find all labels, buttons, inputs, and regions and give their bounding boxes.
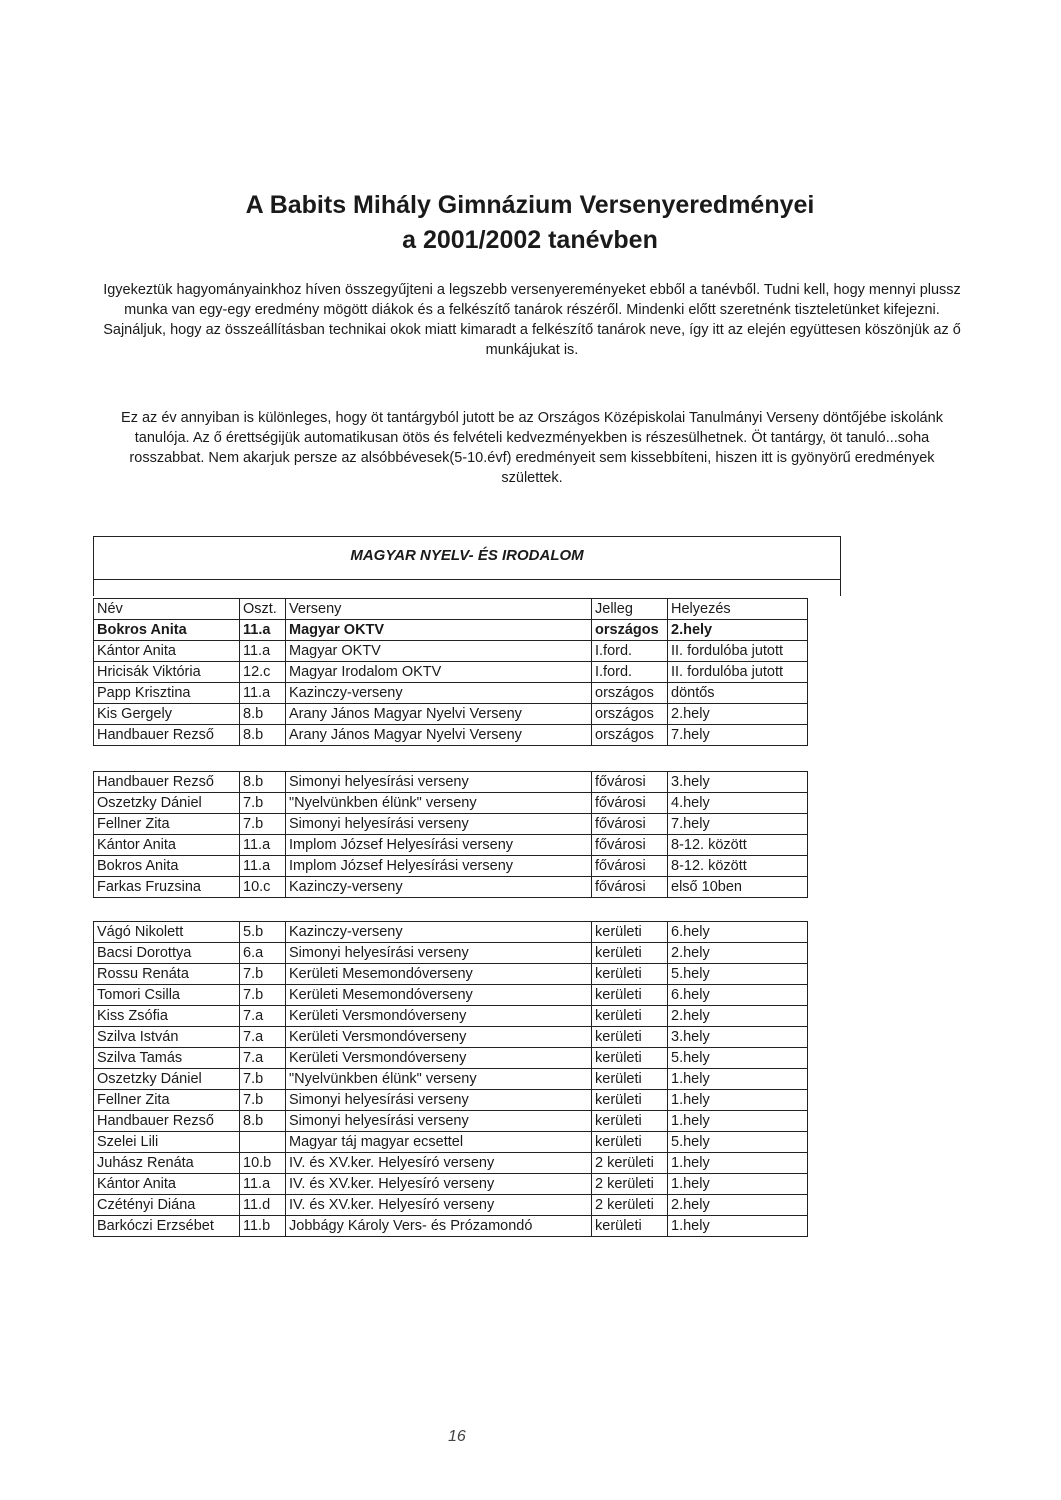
name-cell: Bacsi Dorottya: [94, 943, 240, 964]
table-row: [94, 683, 808, 704]
level-cell: kerületi: [592, 943, 668, 964]
class-cell: 11.a: [240, 1174, 286, 1195]
class-cell: 11.a: [240, 683, 286, 704]
class-cell: 11.b: [240, 1216, 286, 1237]
level-cell: kerületi: [592, 1048, 668, 1069]
table-row: [94, 1216, 808, 1237]
level-cell: kerületi: [592, 1069, 668, 1090]
class-cell: 7.b: [240, 814, 286, 835]
class-cell: 11.d: [240, 1195, 286, 1216]
name-cell: Fellner Zita: [94, 1090, 240, 1111]
name-cell: Szilva István: [94, 1027, 240, 1048]
class-cell: 6.a: [240, 943, 286, 964]
level-cell: kerületi: [592, 964, 668, 985]
table-row: [94, 1027, 808, 1048]
competition-cell: Kerületi Mesemondóverseny: [286, 964, 592, 985]
name-cell: Oszetzky Dániel: [94, 1069, 240, 1090]
level-cell: I.ford.: [592, 641, 668, 662]
section-title: MAGYAR NYELV- ÉS IRODALOM: [350, 547, 584, 564]
placement-cell: 8-12. között: [668, 856, 808, 877]
placement-cell: II. fordulóba jutott: [668, 641, 808, 662]
name-cell: Handbauer Rezső: [94, 772, 240, 793]
placement-cell: II. fordulóba jutott: [668, 662, 808, 683]
class-cell: 8.b: [240, 772, 286, 793]
name-cell: Czétényi Diána: [94, 1195, 240, 1216]
placement-cell: 1.hely: [668, 1111, 808, 1132]
placement-cell: 2.hely: [668, 943, 808, 964]
name-cell: Juhász Renáta: [94, 1153, 240, 1174]
table-row: [94, 1069, 808, 1090]
placement-cell: 6.hely: [668, 985, 808, 1006]
competition-cell: IV. és XV.ker. Helyesíró verseny: [286, 1174, 592, 1195]
class-cell: 11.a: [240, 835, 286, 856]
table-row: [94, 1090, 808, 1111]
placement-cell: 5.hely: [668, 1132, 808, 1153]
competition-cell: Magyar táj magyar ecsettel: [286, 1132, 592, 1153]
table-row: [94, 641, 808, 662]
class-cell: 10.c: [240, 877, 286, 898]
competition-cell: Kazinczy-verseny: [286, 922, 592, 943]
table-row: [94, 814, 808, 835]
table-row: [94, 985, 808, 1006]
placement-cell: 7.hely: [668, 725, 808, 746]
competition-cell: Kerületi Versmondóverseny: [286, 1027, 592, 1048]
competition-cell: Kazinczy-verseny: [286, 877, 592, 898]
class-cell: 11.a: [240, 856, 286, 877]
class-cell: 7.b: [240, 793, 286, 814]
table-row: [94, 835, 808, 856]
competition-cell: Kerületi Versmondóverseny: [286, 1048, 592, 1069]
class-cell: 7.a: [240, 1048, 286, 1069]
table-row: [94, 964, 808, 985]
name-cell: Szelei Lili: [94, 1132, 240, 1153]
level-cell: országos: [592, 620, 668, 641]
competition-cell: Implom József Helyesírási verseny: [286, 835, 592, 856]
competition-cell: Simonyi helyesírási verseny: [286, 814, 592, 835]
class-cell: 8.b: [240, 704, 286, 725]
class-cell: Oszt.: [240, 599, 286, 620]
class-cell: 10.b: [240, 1153, 286, 1174]
class-cell: 8.b: [240, 1111, 286, 1132]
class-cell: 7.b: [240, 1090, 286, 1111]
table-row: [94, 1174, 808, 1195]
name-cell: Kis Gergely: [94, 704, 240, 725]
name-cell: Fellner Zita: [94, 814, 240, 835]
competition-cell: IV. és XV.ker. Helyesíró verseny: [286, 1153, 592, 1174]
section-divider: [94, 579, 840, 580]
level-cell: fővárosi: [592, 856, 668, 877]
level-cell: fővárosi: [592, 772, 668, 793]
table-row: [94, 725, 808, 746]
level-cell: fővárosi: [592, 835, 668, 856]
level-cell: fővárosi: [592, 814, 668, 835]
class-cell: 11.a: [240, 620, 286, 641]
level-cell: országos: [592, 704, 668, 725]
name-cell: Vágó Nikolett: [94, 922, 240, 943]
class-cell: 7.b: [240, 1069, 286, 1090]
name-cell: Kántor Anita: [94, 1174, 240, 1195]
name-cell: Kántor Anita: [94, 641, 240, 662]
name-cell: Kántor Anita: [94, 835, 240, 856]
placement-cell: 7.hely: [668, 814, 808, 835]
table-row: [94, 662, 808, 683]
second-paragraph: Ez az év annyiban is különleges, hogy öt tantárgyból jutott be az Országos Középiskolai Tanulmányi Verseny döntőjébe iskolánk tanulója. Az ő érettségijük automatikusan ötös és felvételi kedvezményekben is részesülhetnek. Öt tantárgy, öt tanuló...soha rosszabbat. Nem akarjuk persze az alsóbbévesek(5-10.évf) eredményeit sem kissebbíteni, hiszen itt is gyönyörű eredmények születtek.: [121, 410, 943, 486]
level-cell: kerületi: [592, 1111, 668, 1132]
table-row: [94, 856, 808, 877]
level-cell: fővárosi: [592, 793, 668, 814]
table-row: [94, 704, 808, 725]
placement-cell: 6.hely: [668, 922, 808, 943]
level-cell: kerületi: [592, 985, 668, 1006]
table-row: [94, 1048, 808, 1069]
name-cell: Bokros Anita: [94, 856, 240, 877]
name-cell: Farkas Fruzsina: [94, 877, 240, 898]
table-row: [94, 877, 808, 898]
class-cell: 7.b: [240, 985, 286, 1006]
placement-cell: első 10ben: [668, 877, 808, 898]
name-cell: Oszetzky Dániel: [94, 793, 240, 814]
table-row: [94, 922, 808, 943]
competition-cell: Simonyi helyesírási verseny: [286, 1111, 592, 1132]
competition-cell: Simonyi helyesírási verseny: [286, 943, 592, 964]
page-number: 16: [448, 1428, 466, 1445]
table-row: [94, 943, 808, 964]
competition-cell: Magyar OKTV: [286, 641, 592, 662]
level-cell: fővárosi: [592, 877, 668, 898]
placement-cell: 1.hely: [668, 1216, 808, 1237]
placement-cell: 8-12. között: [668, 835, 808, 856]
level-cell: Jelleg: [592, 599, 668, 620]
table-header-row: [94, 599, 808, 620]
competition-cell: Magyar OKTV: [286, 620, 592, 641]
name-cell: Barkóczi Erzsébet: [94, 1216, 240, 1237]
level-cell: országos: [592, 725, 668, 746]
name-cell: Tomori Csilla: [94, 985, 240, 1006]
competition-cell: "Nyelvünkben élünk" verseny: [286, 1069, 592, 1090]
class-cell: 12.c: [240, 662, 286, 683]
section-header-box: [93, 536, 841, 596]
placement-cell: 4.hely: [668, 793, 808, 814]
class-cell: 7.a: [240, 1027, 286, 1048]
level-cell: kerületi: [592, 1090, 668, 1111]
placement-cell: 1.hely: [668, 1069, 808, 1090]
placement-cell: 3.hely: [668, 1027, 808, 1048]
level-cell: 2 kerületi: [592, 1153, 668, 1174]
results-table-capital: [93, 771, 808, 898]
class-cell: [240, 1132, 286, 1153]
competition-cell: IV. és XV.ker. Helyesíró verseny: [286, 1195, 592, 1216]
table-row: [94, 1132, 808, 1153]
name-cell: Bokros Anita: [94, 620, 240, 641]
class-cell: 5.b: [240, 922, 286, 943]
placement-cell: 2.hely: [668, 620, 808, 641]
competition-cell: Arany János Magyar Nyelvi Verseny: [286, 704, 592, 725]
competition-cell: Kerületi Mesemondóverseny: [286, 985, 592, 1006]
competition-cell: Implom József Helyesírási verseny: [286, 856, 592, 877]
level-cell: kerületi: [592, 1216, 668, 1237]
name-cell: Kiss Zsófia: [94, 1006, 240, 1027]
placement-cell: 5.hely: [668, 964, 808, 985]
table-row: [94, 772, 808, 793]
placement-cell: Helyezés: [668, 599, 808, 620]
competition-cell: Kerületi Versmondóverseny: [286, 1006, 592, 1027]
placement-cell: 3.hely: [668, 772, 808, 793]
level-cell: országos: [592, 683, 668, 704]
competition-cell: Kazinczy-verseny: [286, 683, 592, 704]
name-cell: Hricisák Viktória: [94, 662, 240, 683]
table-row: [94, 1195, 808, 1216]
competition-cell: Magyar Irodalom OKTV: [286, 662, 592, 683]
table-row: [94, 1006, 808, 1027]
name-cell: Handbauer Rezső: [94, 1111, 240, 1132]
competition-cell: Simonyi helyesírási verseny: [286, 772, 592, 793]
title-line-2: a 2001/2002 tanévben: [402, 226, 658, 254]
placement-cell: 1.hely: [668, 1090, 808, 1111]
intro-paragraph: Igyekeztük hagyományainkhoz híven összegyűjteni a legszebb versenyereményeket ebből a tanévből. Tudni kell, hogy mennyi plussz munka van egy-egy eredmény mögött diákok és a felkészítő tanárok részéről. Mindenki előtt szeretnénk tiszteletünket kifejezni. Sajnáljuk, hogy az összeállításban technikai okok miatt kimaradt a felkészítő tanárok neve, így itt az elején együttesen köszönjük az ő munkájukat is.: [103, 282, 961, 358]
placement-cell: 1.hely: [668, 1174, 808, 1195]
table-row: [94, 620, 808, 641]
title-line-1: A Babits Mihály Gimnázium Versenyeredményei: [245, 191, 815, 219]
placement-cell: 2.hely: [668, 704, 808, 725]
name-cell: Rossu Renáta: [94, 964, 240, 985]
results-table-national: [93, 598, 808, 746]
level-cell: kerületi: [592, 1132, 668, 1153]
level-cell: kerületi: [592, 1006, 668, 1027]
placement-cell: 2.hely: [668, 1195, 808, 1216]
competition-cell: Simonyi helyesírási verseny: [286, 1090, 592, 1111]
class-cell: 7.a: [240, 1006, 286, 1027]
table-row: [94, 793, 808, 814]
name-cell: Papp Krisztina: [94, 683, 240, 704]
class-cell: 7.b: [240, 964, 286, 985]
placement-cell: döntős: [668, 683, 808, 704]
name-cell: Handbauer Rezső: [94, 725, 240, 746]
competition-cell: Jobbágy Károly Vers- és Prózamondó: [286, 1216, 592, 1237]
table-row: [94, 1153, 808, 1174]
placement-cell: 5.hely: [668, 1048, 808, 1069]
name-cell: Név: [94, 599, 240, 620]
table-row: [94, 1111, 808, 1132]
class-cell: 11.a: [240, 641, 286, 662]
level-cell: 2 kerületi: [592, 1195, 668, 1216]
level-cell: I.ford.: [592, 662, 668, 683]
results-table-district: [93, 921, 808, 1237]
competition-cell: Verseny: [286, 599, 592, 620]
placement-cell: 2.hely: [668, 1006, 808, 1027]
name-cell: Szilva Tamás: [94, 1048, 240, 1069]
competition-cell: Arany János Magyar Nyelvi Verseny: [286, 725, 592, 746]
competition-cell: "Nyelvünkben élünk" verseny: [286, 793, 592, 814]
class-cell: 8.b: [240, 725, 286, 746]
level-cell: kerületi: [592, 1027, 668, 1048]
level-cell: 2 kerületi: [592, 1174, 668, 1195]
document-title: [100, 188, 960, 258]
placement-cell: 1.hely: [668, 1153, 808, 1174]
level-cell: kerületi: [592, 922, 668, 943]
